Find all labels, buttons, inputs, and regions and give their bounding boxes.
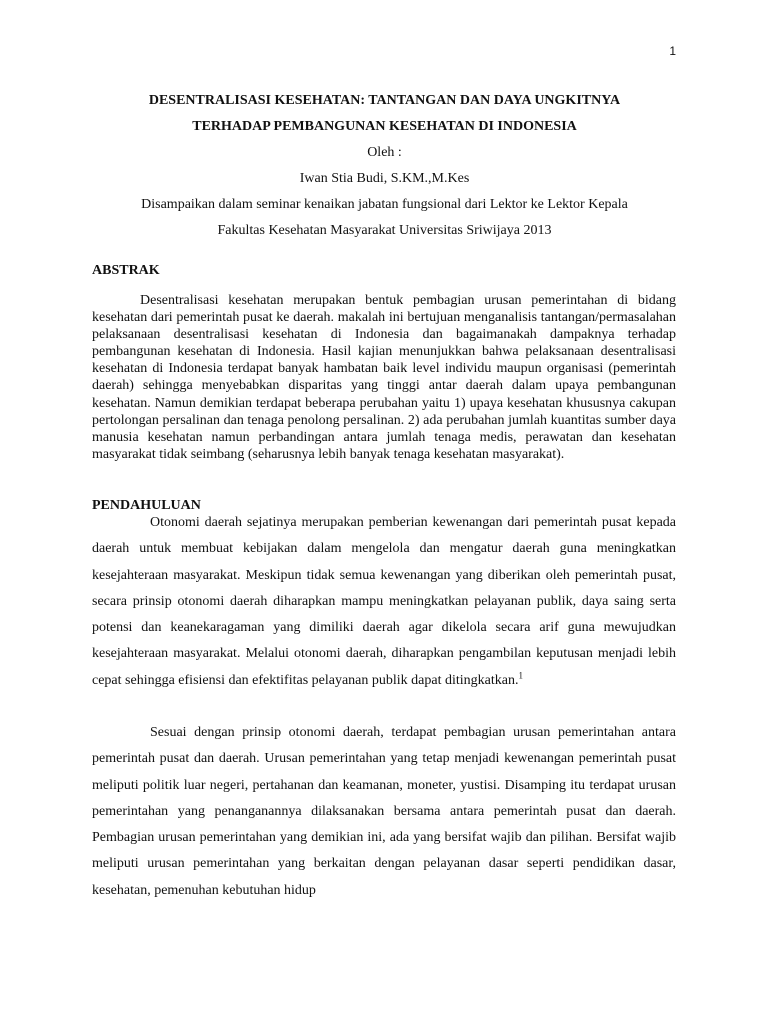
title-block bbox=[92, 88, 677, 244]
footnote-ref[interactable]: 1 bbox=[518, 670, 523, 681]
by-label: Oleh : bbox=[367, 145, 402, 160]
intro-paragraph-2: Sesuai dengan prinsip otonomi daerah, terdapat pembagian urusan pemerintahan antara pemerintah pusat dan daerah. Urusan pemerintahan yang tetap menjadi kewenangan pemerintah pusat meliputi politik luar negeri, pertahanan dan keamanan, moneter, yustisi. Disamping itu terdapat urusan pemerintahan yang penanganannya dilaksanakan bersama antara pemerintah pusat dan daerah. Pembagian urusan pemerintahan yang demikian ini, ada yang bersifat wajib dan pilihan. Bersifat wajib meliputi urusan pemerintahan yang berkaitan dengan pelayanan dasar seperti pendidikan dasar, kesehatan, pemenuhan kebutuhan hidup bbox=[92, 725, 676, 898]
paper-title-line-1: DESENTRALISASI KESEHATAN: TANTANGAN DAN DAYA UNGKITNYA bbox=[148, 93, 621, 108]
presentation-note: Disampaikan dalam seminar kenaikan jabatan fungsional dari Lektor ke Lektor Kepala bbox=[141, 197, 628, 212]
paper-title-line-2: TERHADAP PEMBANGUNAN KESEHATAN DI INDONESIA bbox=[192, 119, 577, 134]
introduction-heading: PENDAHULUAN bbox=[92, 498, 201, 513]
abstract-heading: ABSTRAK bbox=[92, 263, 160, 278]
author-name: Iwan Stia Budi, S.KM.,M.Kes bbox=[299, 171, 470, 186]
page-number: 1 bbox=[669, 44, 676, 58]
intro-paragraph-1 bbox=[92, 510, 676, 694]
affiliation: Fakultas Kesehatan Masyarakat Universitas Sriwijaya 2013 bbox=[217, 223, 552, 238]
intro-paragraph-1-text: Otonomi daerah sejatinya merupakan pemberian kewenangan dari pemerintah pusat kepada daerah untuk membuat kebijakan dalam mengelola dan mengatur daerah guna meningkatkan kesejahteraan masyarakat. Meskipun tidak semua kewenangan yang diberikan oleh pemerintah pusat, secara prinsip otonomi daerah diharapkan mampu meningkatkan pelayanan publik, daya saing serta potensi dan keanekaragaman yang dimiliki daerah agar dikelola secara arif guna mewujudkan kesejahteraan masyarakat. Melalui otonomi daerah, diharapkan pengambilan keputusan menjadi lebih cepat sehingga efisiensi dan efektifitas pelayanan publik dapat ditingkatkan. bbox=[92, 515, 676, 688]
abstract-body: Desentralisasi kesehatan merupakan bentuk pembagian urusan pemerintahan di bidang kesehatan dari pemerintah pusat ke daerah. makalah ini bertujuan menganalisis tantangan/permasalahan pelaksanaan desentralisasi kesehatan di Indonesia dan bagaimanakah dampaknya terhadap pembangunan kesehatan di Indonesia. Hasil kajian menunjukkan bahwa pelaksanaan desentralisasi kesehatan di Indonesia terdapat banyak hambatan baik level individu maupun organisasi (pemerintah daerah) sehingga menyebabkan disparitas yang tinggi antar daerah dalam upaya pembangunan kesehatan. Namun demikian terdapat beberapa perubahan yaitu 1) upaya kesehatan khususnya cakupan pertolongan persalinan dan tenaga penolong persalinan. 2) ada perubahan jumlah kuantitas sumber daya manusia kesehatan namun perbandingan antara jumlah tenaga medis, perawatan dan kesehatan masyarakat tidak seimbang (seharusnya lebih banyak tenaga kesehatan masyarakat). bbox=[92, 293, 676, 462]
